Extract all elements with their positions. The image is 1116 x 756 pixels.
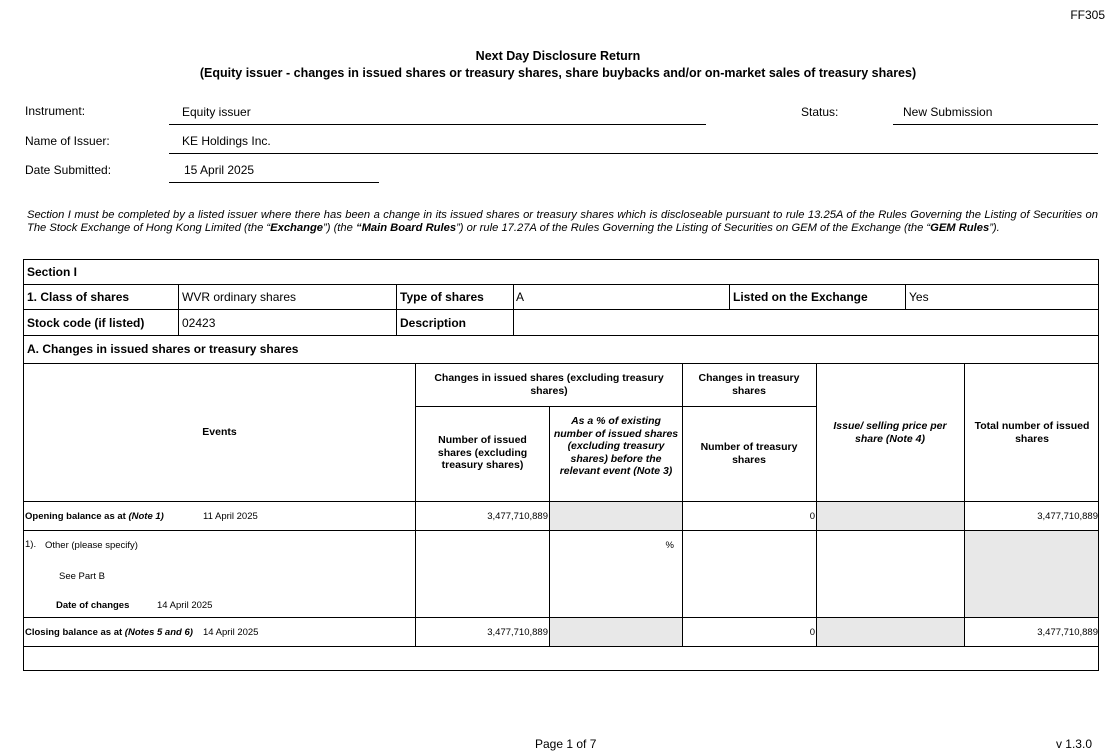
type-of-shares-value: A [516, 290, 525, 304]
opening-balance-label: Opening balance as at (Note 1) [25, 511, 164, 522]
row-divider [415, 406, 816, 407]
closing-balance-label: Closing balance as at (Notes 5 and 6) [25, 627, 193, 638]
class-of-shares-value: WVR ordinary shares [182, 290, 297, 304]
status-underline [893, 124, 1098, 125]
row-divider [23, 309, 1099, 310]
type-of-shares-label: Type of shares [400, 290, 484, 304]
date-submitted-label: Date Submitted: [25, 163, 112, 177]
row-divider [23, 530, 1099, 531]
shaded-cell [817, 502, 964, 530]
events-header: Events [202, 426, 237, 438]
event-percentage: % [665, 540, 674, 551]
section-title: Section I [27, 265, 78, 279]
status-value: New Submission [903, 105, 993, 119]
class-of-shares-label: 1. Class of shares [27, 290, 130, 304]
treasury-number-header: Number of treasury shares [700, 441, 798, 466]
date-submitted-value: 15 April 2025 [184, 163, 255, 177]
form-code: FF305 [1070, 8, 1105, 22]
instrument-underline [169, 124, 706, 125]
price-header: Issue/ selling price per share (Note 4) [833, 420, 947, 445]
shaded-cell [550, 618, 682, 646]
opening-total-shares: 3,477,710,889 [1037, 511, 1098, 522]
total-issued-header: Total number of issued shares [974, 420, 1090, 445]
issued-shares-group-header: Changes in issued shares (excluding treasury shares) [434, 372, 664, 397]
col-divider [178, 284, 179, 335]
col-divider [729, 284, 730, 309]
document-subtitle: (Equity issuer - changes in issued shares or treasury shares, share buybacks and/or on-market sales of treasury shares) [199, 66, 917, 80]
shaded-cell [965, 531, 1098, 617]
col-divider [682, 363, 683, 646]
date-of-changes-value: 14 April 2025 [157, 600, 213, 611]
part-a-title: A. Changes in issued shares or treasury shares [27, 342, 299, 356]
col-divider [396, 284, 397, 335]
description-label: Description [400, 316, 467, 330]
instrument-value: Equity issuer [182, 105, 251, 119]
closing-balance-date: 14 April 2025 [203, 627, 259, 638]
date-submitted-underline [169, 182, 379, 183]
stock-code-label: Stock code (if listed) [27, 316, 145, 330]
page-number: Page 1 of 7 [535, 737, 597, 751]
document-title: Next Day Disclosure Return [475, 49, 641, 63]
percentage-header: As a % of existing number of issued shares (excluding treasury shares) before the relevant event (Note 3) [553, 415, 679, 477]
opening-issued-shares: 3,477,710,889 [487, 511, 548, 522]
stock-code-value: 02423 [182, 316, 216, 330]
row-divider [23, 284, 1099, 285]
event-detail: See Part B [59, 571, 105, 582]
col-divider [905, 284, 906, 309]
event-index: 1). [25, 539, 37, 550]
shaded-cell [550, 502, 682, 530]
opening-treasury-shares: 0 [809, 511, 815, 522]
closing-total-shares: 3,477,710,889 [1037, 627, 1098, 638]
issued-number-header: Number of issued shares (excluding treasury shares) [437, 434, 528, 471]
col-divider [513, 284, 514, 335]
listed-value: Yes [909, 290, 929, 304]
row-divider [23, 335, 1099, 336]
opening-balance-date: 11 April 2025 [203, 511, 258, 522]
col-divider [415, 363, 416, 646]
closing-treasury-shares: 0 [809, 627, 815, 638]
event-type: Other (please specify) [45, 540, 138, 551]
treasury-shares-group-header: Changes in treasury shares [698, 372, 800, 397]
status-label: Status: [801, 105, 839, 119]
instrument-label: Instrument: [25, 104, 86, 118]
row-divider [23, 646, 1099, 647]
issuer-value: KE Holdings Inc. [182, 134, 271, 148]
closing-issued-shares: 3,477,710,889 [487, 627, 548, 638]
shaded-cell [817, 618, 964, 646]
listed-label: Listed on the Exchange [733, 290, 868, 304]
date-of-changes-label: Date of changes [56, 600, 130, 611]
issuer-underline [169, 153, 1098, 154]
issuer-label: Name of Issuer: [25, 134, 110, 148]
row-divider [23, 363, 1099, 364]
version-number: v 1.3.0 [1055, 737, 1092, 751]
section-instructions: Section I must be completed by a listed issuer where there has been a change in its issued shares or treasury shares which is discloseable pursuant to rule 13.25A of the Rules Governing the Listing of Securities on The Stock Exchange of Hong Kong Limited (the “Exchange”) (the “Main Board Rules”) or rule 17.27A of the Rules Governing the Listing of Securities on GEM of the Exchange (the “GEM Rules”). [27, 209, 1098, 234]
